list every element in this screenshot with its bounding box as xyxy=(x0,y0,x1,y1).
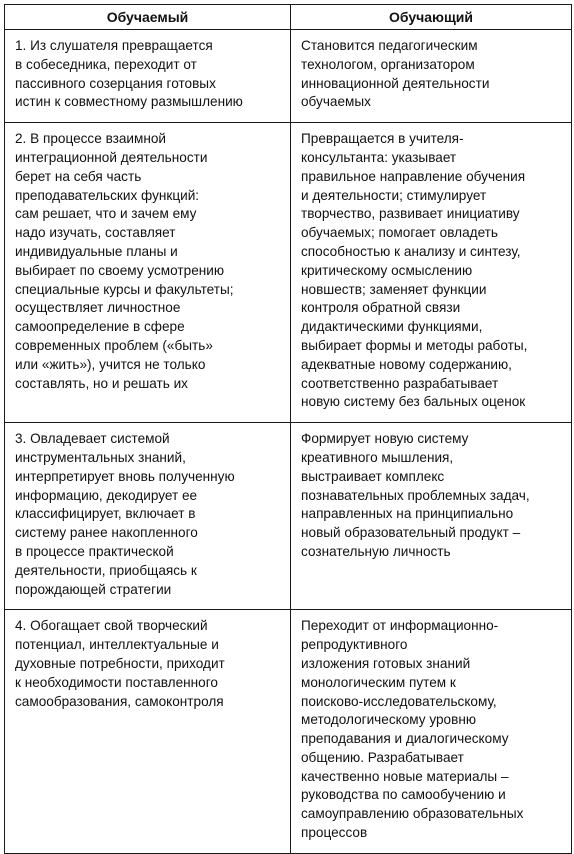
text-line: дидактическими функциями, xyxy=(301,319,483,335)
text-line: обучаемых; помогает овладеть xyxy=(301,225,498,241)
text-line: систему ранее накопленного xyxy=(15,525,198,541)
text-line: творчество, развивает инициативу xyxy=(301,206,520,222)
text-line: процессов xyxy=(301,825,368,841)
table-row xyxy=(5,423,572,610)
text-line: общению. Разрабатывает xyxy=(301,749,464,765)
text-line: 4. Обогащает свой творческий xyxy=(15,618,208,634)
text-line: познавательных проблемных задач, xyxy=(301,487,530,503)
text-line: выбирает формы и методы работы, xyxy=(301,337,528,353)
table-row xyxy=(5,30,572,123)
text-line: и деятельности; стимулирует xyxy=(301,187,487,203)
text-line: или «жить»), учится не только xyxy=(15,356,206,372)
text-line: индивидуальные планы и xyxy=(15,243,178,259)
text-line: креативного мышления, xyxy=(301,449,454,465)
text-line: методологическому уровню xyxy=(301,712,477,728)
text-line: истин к совместному размышлению xyxy=(15,94,243,110)
text-line: преподавания и диалогическому xyxy=(301,731,509,747)
text-line: адекватные новому содержанию, xyxy=(301,356,512,372)
text-line: обучаемых xyxy=(301,94,371,110)
text-line: самоуправлению образовательных xyxy=(301,806,524,822)
table-row xyxy=(5,123,572,423)
text-line: Формирует новую систему xyxy=(301,431,469,447)
text-line: инновационной деятельности xyxy=(301,75,490,91)
text-line: пассивного созерцания готовых xyxy=(15,75,216,91)
text-line: надо изучать, составляет xyxy=(15,225,176,241)
teacher-cell xyxy=(291,610,572,854)
text-line: способностью к анализу и синтезу, xyxy=(301,243,521,259)
text-line: духовные потребности, приходит xyxy=(15,655,225,671)
text-line: руководства по самообучению и xyxy=(301,787,506,803)
text-line: новшеств; заменяет функции xyxy=(301,281,487,297)
text-line: деятельности, приобщаясь к xyxy=(15,562,197,578)
text-line: 2. В процессе взаимной xyxy=(15,131,167,147)
text-line: преподавательских функций: xyxy=(15,187,200,203)
text-line: поисково-исследовательскому, xyxy=(301,693,497,709)
text-line: выбирает по своему усмотрению xyxy=(15,262,225,278)
text-line: инструментальных знаний, xyxy=(15,449,186,465)
text-line: критическому осмыслению xyxy=(301,262,473,278)
text-line: интеграционной деятельности xyxy=(15,149,208,165)
text-line: осуществляет личностное xyxy=(15,300,181,316)
text-line: Становится педагогическим xyxy=(301,38,478,53)
learner-cell xyxy=(5,123,291,423)
text-line: качественно новые материалы – xyxy=(301,768,509,784)
text-line: новый образовательный продукт – xyxy=(301,525,521,541)
text-line: 1. Из слушателя превращается xyxy=(15,38,213,53)
text-line: консультанта: указывает xyxy=(301,149,457,165)
text-line: самоопределение в сфере xyxy=(15,319,185,335)
teacher-cell xyxy=(291,123,572,423)
text-line: классифицирует, включает в xyxy=(15,506,196,522)
learner-cell xyxy=(5,610,291,854)
text-line: в собеседника, переходит от xyxy=(15,56,197,72)
text-line: направленных на принципиально xyxy=(301,506,514,522)
text-line: контроля обратной связи xyxy=(301,300,461,316)
text-line: новую систему без бальных оценок xyxy=(301,394,526,410)
text-line: монологическим путем к xyxy=(301,674,456,690)
text-line: Переходит от информационно- xyxy=(301,618,499,634)
text-line: соответственно разрабатывает xyxy=(301,375,499,391)
text-line: выстраивает комплекс xyxy=(301,468,445,484)
text-line: составлять, но и решать их xyxy=(15,375,188,391)
header-row xyxy=(5,5,572,30)
text-line: берет на себя часть xyxy=(15,168,142,184)
text-line: современных проблем («быть» xyxy=(15,337,213,353)
text-line: в процессе практической xyxy=(15,543,174,559)
learner-cell xyxy=(5,30,291,123)
text-line: специальные курсы и факультеты; xyxy=(15,281,234,297)
learner-cell xyxy=(5,423,291,610)
text-line: Превращается в учителя- xyxy=(301,131,464,147)
text-line: технологом, организатором xyxy=(301,56,475,72)
text-line: самообразования, самоконтроля xyxy=(15,693,224,709)
table-body xyxy=(5,30,572,854)
header-teacher: Обучающий xyxy=(291,5,572,30)
header-learner: Обучаемый xyxy=(5,5,291,30)
text-line: изложения готовых знаний xyxy=(301,655,471,671)
text-line: сознательную личность xyxy=(301,543,451,559)
teacher-cell xyxy=(291,30,572,123)
text-line: интерпретирует вновь полученную xyxy=(15,468,235,484)
text-line: правильное направление обучения xyxy=(301,168,526,184)
text-line: репродуктивного xyxy=(301,637,408,653)
teacher-cell xyxy=(291,423,572,610)
comparison-table xyxy=(4,4,572,854)
table-row xyxy=(5,610,572,854)
text-line: потенциал, интеллектуальные и xyxy=(15,637,219,653)
text-line: информацию, декодирует ее xyxy=(15,487,198,503)
text-line: к необходимости поставленного xyxy=(15,674,218,690)
text-line: 3. Овладевает системой xyxy=(15,431,170,447)
text-line: порождающей стратегии xyxy=(15,581,172,597)
text-line: сам решает, что и зачем ему xyxy=(15,206,197,222)
